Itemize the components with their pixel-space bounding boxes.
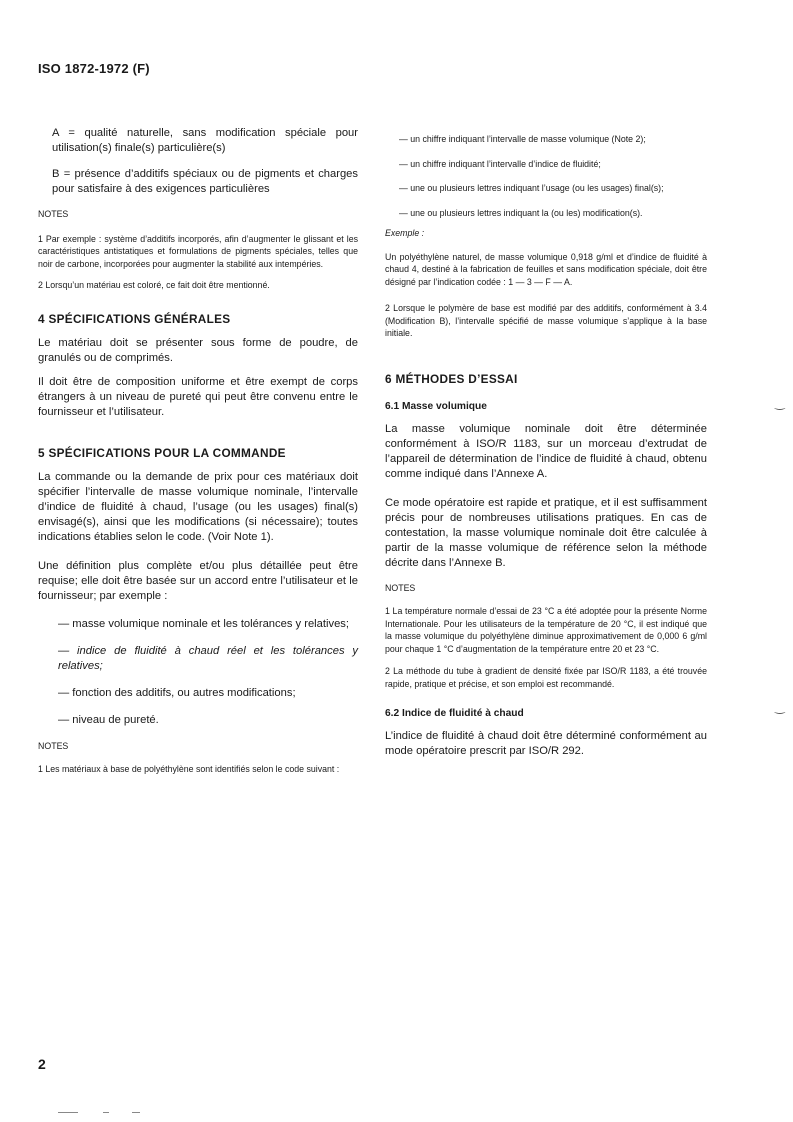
- scan-mark: ‿: [775, 700, 785, 714]
- section-6-1-title: 6.1 Masse volumique: [385, 400, 487, 412]
- scan-mark: ‿: [775, 396, 785, 410]
- section-4-paragraph-2: Il doit être de composition uniforme et être exempt de corps étrangers à un niveau de pureté qui peut être convenu entre le fournisseur et l’utilisateur.: [38, 375, 358, 418]
- section-5-paragraph-1: La commande ou la demande de prix pour ces matériaux doit spécifier l’intervalle de masse volumique nominale, l’intervalle d’indice de fluidité à chaud, l’usage (ou les usages) final(s) envisagé(s), ainsi que les modifications (si nécessaire); toutes indications établies selon le code. (Voir Note 1).: [38, 470, 358, 543]
- list-item-density: — masse volumique nominale et les tolérances y relatives;: [58, 617, 350, 630]
- section-6-title: 6 MÉTHODES D’ESSAI: [385, 371, 518, 386]
- section-5-title: 5 SPÉCIFICATIONS POUR LA COMMANDE: [38, 445, 286, 460]
- notes-label: NOTES: [385, 582, 416, 593]
- note-1: 1 La température normale d’essai de 23 °C a été adoptée pour la présente Norme Internationale. Pour les utilisateurs de la température de 20 °C, il est indiqué que la masse volumique du polyéthylène diminue approximativement de 0,000 6 g/ml pour chaque 1 °C d’augmentation de la température entre 20 et 23 °C.: [385, 606, 707, 654]
- definition-b: B = présence d’additifs spéciaux ou de pigments et charges pour satisfaire à des exigences particulières: [52, 168, 358, 195]
- example-label: Exemple :: [385, 228, 425, 238]
- note-2: 2 Lorsque le polymère de base est modifié par des additifs, conformément à 3.4 (Modification B), l’intervalle spécifié de masse volumique s’applique à la base initiale.: [385, 303, 707, 338]
- section-4-paragraph-1: Le matériau doit se présenter sous forme de poudre, de granulés ou de comprimés.: [38, 336, 358, 364]
- code-item-usage: — une ou plusieurs lettres indiquant l’usage (ou les usages) final(s);: [399, 183, 664, 193]
- code-item-modification: — une ou plusieurs lettres indiquant la (ou les) modification(s).: [399, 207, 643, 218]
- note-1: 1 Par exemple : système d’additifs incorporés, afin d’augmenter le glissant et les caractéristiques antistatiques et formulations de pigments spéciales, telles que noir de carbone, incorporées pour augmenter la stabilité aux intempéries.: [38, 233, 358, 269]
- list-item-additives: — fonction des additifs, ou autres modifications;: [58, 686, 296, 699]
- section-6-2-title: 6.2 Indice de fluidité à chaud: [385, 708, 524, 719]
- scan-mark: [132, 1112, 140, 1113]
- code-item-density: — un chiffre indiquant l’intervalle de masse volumique (Note 2);: [399, 134, 646, 144]
- right-column: [385, 133, 707, 759]
- section-6-1-paragraph-1: La masse volumique nominale doit être déterminée conformément à ISO/R 1183, sur un morceau d’extrudat de l’appareil de détermination de l’indice de fluidité à chaud, obtenu comme indiqué dans l’Annexe A.: [385, 422, 707, 480]
- note-2: 2 Lorsqu’un matériau est coloré, ce fait doit être mentionné.: [38, 280, 270, 290]
- note-1: 1 Les matériaux à base de polyéthylène sont identifiés selon le code suivant :: [38, 764, 340, 774]
- list-item-melt-index: — indice de fluidité à chaud réel et les tolérances y relatives;: [58, 644, 358, 672]
- notes-label: NOTES: [38, 209, 69, 219]
- document-reference: ISO 1872-1972 (F): [38, 61, 150, 76]
- definition-a: A = qualité naturelle, sans modification spéciale pour utilisation(s) finale(s) particulière(s): [52, 127, 358, 154]
- example-text: Un polyéthylène naturel, de masse volumique 0,918 g/ml et d’indice de fluidité à chaud 4, destiné à la fabrication de feuilles et sans modification spéciale, doit être désigné par l’indication codée : 1 — 3 — F — A.: [385, 251, 707, 287]
- scan-mark: [103, 1112, 109, 1113]
- section-6-2-paragraph: L’indice de fluidité à chaud doit être déterminé conformément au mode opératoire prescrit par ISO/R 292.: [385, 730, 707, 757]
- left-column: [38, 126, 358, 776]
- code-item-melt-index: — un chiffre indiquant l’intervalle d’indice de fluidité;: [399, 158, 601, 169]
- section-5-paragraph-2: Une définition plus complète et/ou plus détaillée peut être requise; elle doit être basée sur un accord entre l’utilisateur et le fournisseur; par exemple :: [38, 559, 358, 602]
- page-number: 2: [38, 1056, 46, 1072]
- list-item-purity: — niveau de pureté.: [58, 713, 159, 726]
- section-4-title: 4 SPÉCIFICATIONS GÉNÉRALES: [38, 311, 231, 326]
- notes-label: NOTES: [38, 740, 69, 751]
- section-6-1-paragraph-2: Ce mode opératoire est rapide et pratique, et il est suffisamment précis pour de nombreuses utilisations pratiques. En cas de contestation, la masse volumique nominale doit être calculée à partir de la masse volumique de référence selon la méthode décrite dans l’Annexe B.: [385, 496, 707, 569]
- scan-mark: [58, 1112, 78, 1113]
- note-2: 2 La méthode du tube à gradient de densité fixée par ISO/R 1183, a été trouvée rapide, pratique et précise, et son emploi est recommandé.: [385, 666, 707, 689]
